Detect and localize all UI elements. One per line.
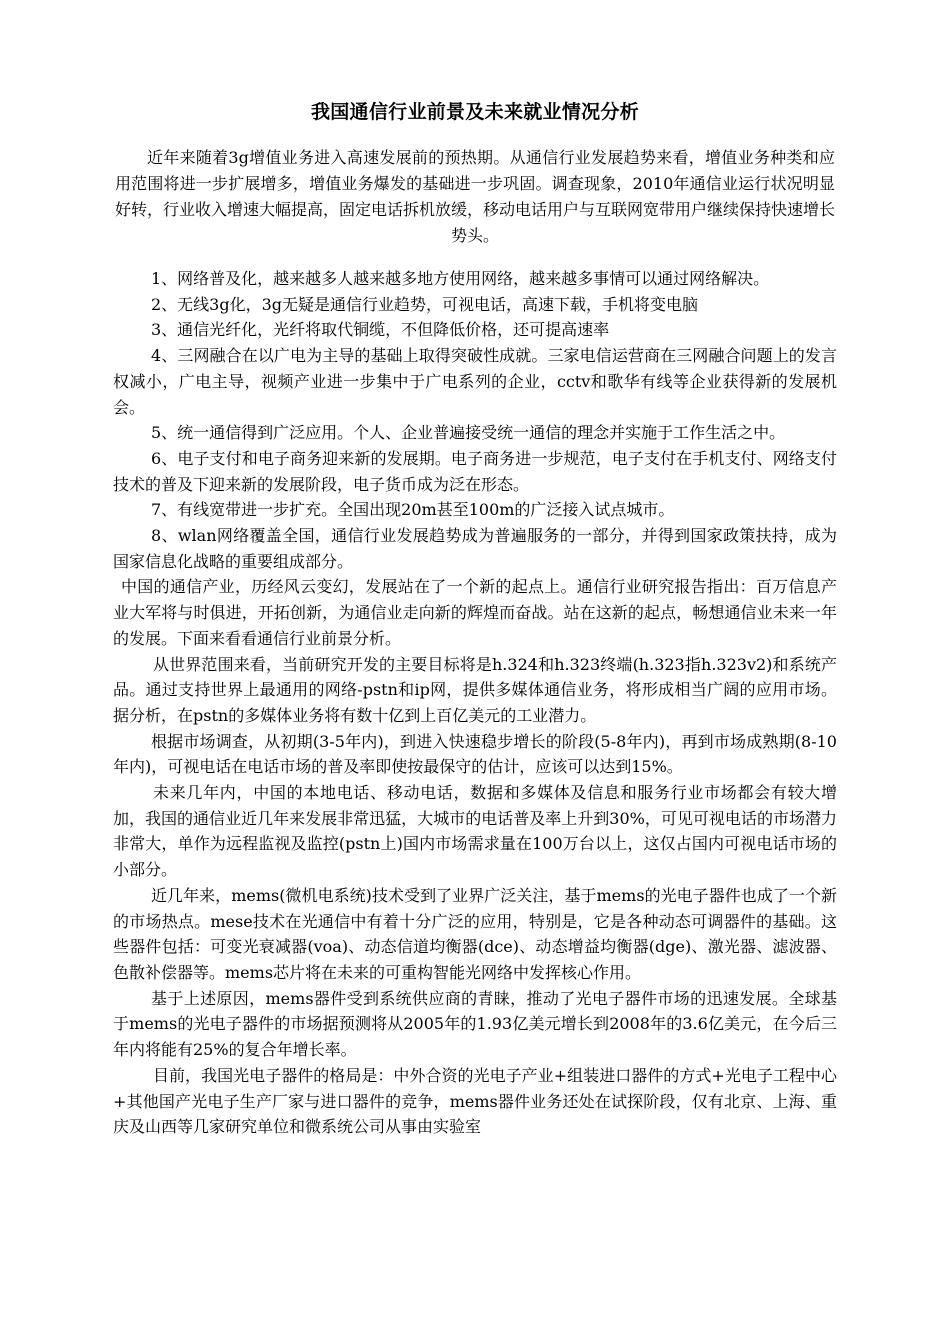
intro-paragraph: 近年来随着3g增值业务进入高速发展前的预热期。从通信行业发展趋势来看，增值业务种类和应用范围将进一步扩展增多，增值业务爆发的基础进一步巩固。调查现象，2010年通信业运行状况明显好转，行业收入增速大幅提高，固定电话拆机放缓，移动电话用户与互联网宽带用户继续保持快速增长势头。 [115,148,836,245]
body-paragraph: 目前，我国光电子器件的格局是：中外合资的光电子产业+组装进口器件的方式+光电子工程中心+其他国产光电子生产厂家与进口器件的竞争，mems器件业务还处在试探阶段，仅有北京、上海、重庆及山西等几家研究单位和微系统公司从事由实验室 [113,1065,837,1137]
body-paragraph: 根据市场调查，从初期(3-5年内)，到进入快速稳步增长的阶段(5-8年内)，再到市场成熟期(8-10年内)，可视电话在电话市场的普及率即使按最保守的估计，应该可以达到15%。 [113,731,837,777]
body-paragraph: 从世界范围来看，当前研究开发的主要目标将是h.324和h.323终端(h.323指h.323v2)和系统产品。通过支持世界上最通用的网络-pstn和ip网，提供多媒体通信业务，将形成相当广阔的应用市场。据分析，在pstn的多媒体业务将有数十亿到上百亿美元的工业潜力。 [113,654,837,725]
body-paragraph: 近几年来，mems(微机电系统)技术受到了业界广泛关注，基于mems的光电子器件也成了一个新的市场热点。mese技术在光通信中有着十分广泛的应用，特别是，它是各种动态可调器件的基础。这些器件包括：可变光衰减器(voa)、动态信道均衡器(dce)、动态增益均衡器(dge)、激光器、滤波器、色散补偿器等。mems芯片将在未来的可重构智能光网络中发挥核心作用。 [113,885,837,982]
trend-item-6: 6、电子支付和电子商务迎来新的发展期。电子商务进一步规范，电子支付在手机支付、网络支付技术的普及下迎来新的发展阶段，电子货币成为泛在形态。 [113,448,837,494]
trend-item-7: 7、有线宽带进一步扩充。全国出现20m甚至100m的广泛接入试点城市。 [151,500,675,520]
body-paragraph: 基于上述原因，mems器件受到系统供应商的青睐，推动了光电子器件市场的迅速发展。全球基于mems的光电子器件的市场据预测将从2005年的1.93亿美元增长到2008年的3.6亿美元，在今后三年内将能有25%的复合年增长率。 [113,988,837,1060]
trend-item-4: 4、三网融合在以广电为主导的基础上取得突破性成就。三家电信运营商在三网融合问题上的发言权减小，广电主导，视频产业进一步集中于广电系列的企业，cctv和歌华有线等企业获得新的发展机会。 [113,346,837,417]
trend-item-8: 8、wlan网络覆盖全国，通信行业发展趋势成为普遍服务的一部分，并得到国家政策扶持，成为国家信息化战略的重要组成部分。 [113,526,837,571]
document-title: 我国通信行业前景及未来就业情况分析 [310,101,640,123]
trend-item-5: 5、统一通信得到广泛应用。个人、企业普遍接受统一通信的理念并实施于工作生活之中。 [151,423,786,443]
trend-item-1: 1、网络普及化，越来越多人越来越多地方使用网络，越来越多事情可以通过网络解决。 [151,269,770,288]
trend-item-2: 2、无线3g化，3g无疑是通信行业趋势，可视电话，高速下载，手机将变电脑 [151,294,699,314]
body-paragraph: 中国的通信产业，历经风云变幻，发展站在了一个新的起点上。通信行业研究报告指出：百万信息产业大军将与时俱进，开拓创新，为通信业走向新的辉煌而奋战。站在这新的起点，畅想通信业未来一年的发展。下面来看看通信行业前景分析。 [113,577,837,648]
body-paragraph: 未来几年内，中国的本地电话、移动电话，数据和多媒体及信息和服务行业市场都会有较大增加，我国的通信业近几年来发展非常迅猛，大城市的电话普及率上升到30%，可见可视电话的市场潜力非常大，单作为远程监视及监控(pstn上)国内市场需求量在100万台以上，这仅占国内可视电话市场的小部分。 [113,783,837,880]
trend-item-3: 3、通信光纤化，光纤将取代铜缆，不但降低价格，还可提高速率 [151,320,610,340]
document-body [113,266,837,1140]
